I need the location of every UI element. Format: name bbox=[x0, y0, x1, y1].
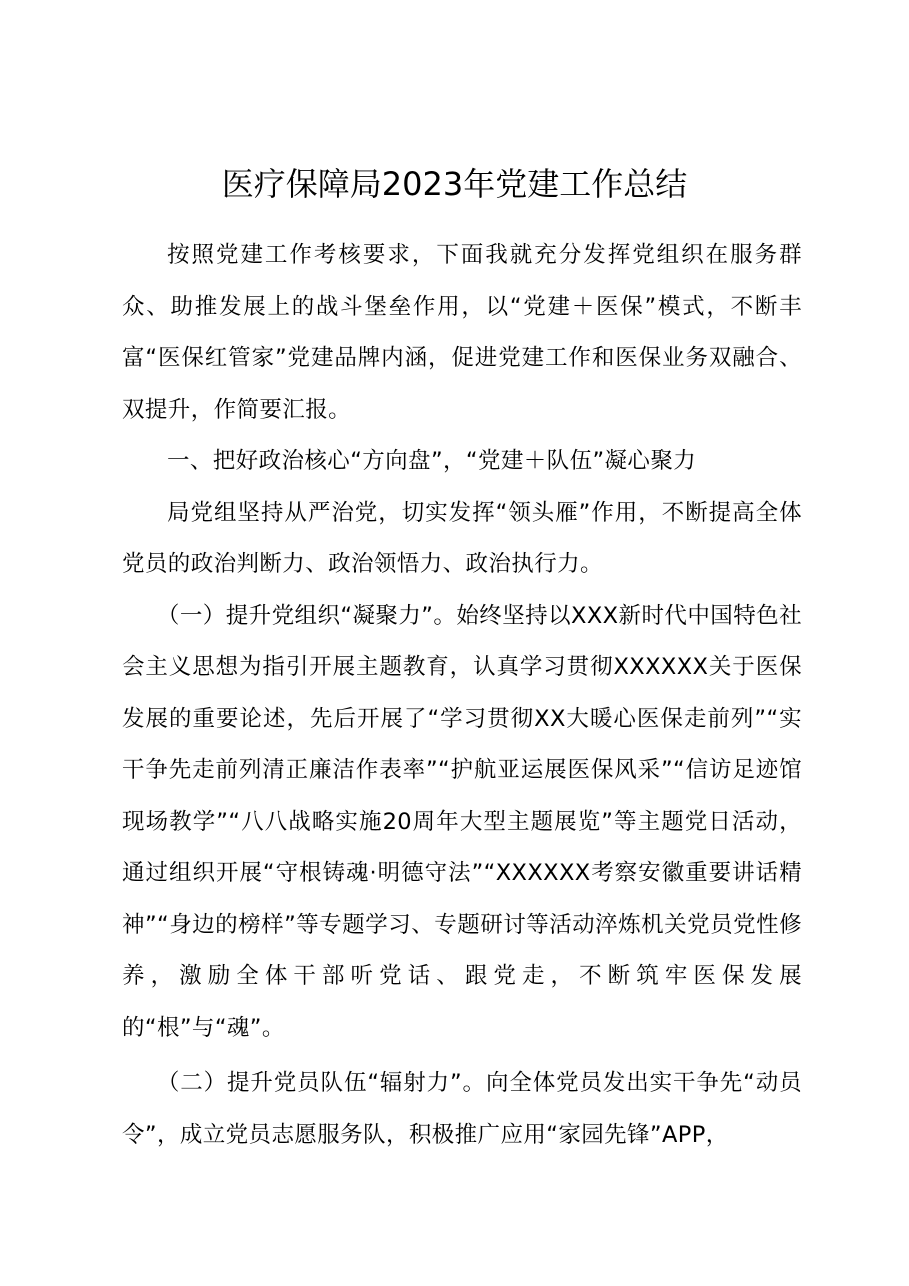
intro-paragraph: 按照党建工作考核要求，下面我就充分发挥党组织在服务群众、助推发展上的战斗堡垒作用，以“党建＋医保”模式，不断丰富“医保红管家”党建品牌内涵，促进党建工作和医保业务双融合、双提升，作简要汇报。 bbox=[122, 242, 802, 423]
section-heading: 一、把好政治核心“方向盘”，“党建＋队伍”凝心聚力 bbox=[167, 448, 697, 474]
subsection-paragraph-2: （二）提升党员队伍“辐射力”。向全体党员发出实干争先“动员令”，成立党员志愿服务队，积极推广应用“家园先锋”APP， bbox=[122, 1070, 802, 1148]
document-title: 医疗保障局2023年党建工作总结 bbox=[221, 165, 688, 203]
subsection-paragraph-1: （一）提升党组织“凝聚力”。始终坚持以XXX新时代中国特色社会主义思想为指引开展主题教育，认真学习贯彻XXXXXX关于医保发展的重要论述，先后开展了“学习贯彻XX大暖心医保走前列”“实干争先走前列清正廉洁作表率”“护航亚运展医保风采”“信访足迹馆现场教学”“八八战略实施20周年大型主题展览”等主题党日活动，通过组织开展“守根铸魂·明德守法”“XXXXXX考察安徽重要讲话精神”“身边的榜样”等专题学习、专题研讨等活动淬炼机关党员党性修养，激励全体干部听党话、跟党走，不断筑牢医保发展的“根”与“魂”。 bbox=[122, 602, 802, 1041]
document-body bbox=[122, 230, 802, 1161]
section-paragraph: 局党组坚持从严治党，切实发挥“领头雁”作用，不断提高全体党员的政治判断力、政治领悟力、政治执行力。 bbox=[122, 499, 802, 577]
